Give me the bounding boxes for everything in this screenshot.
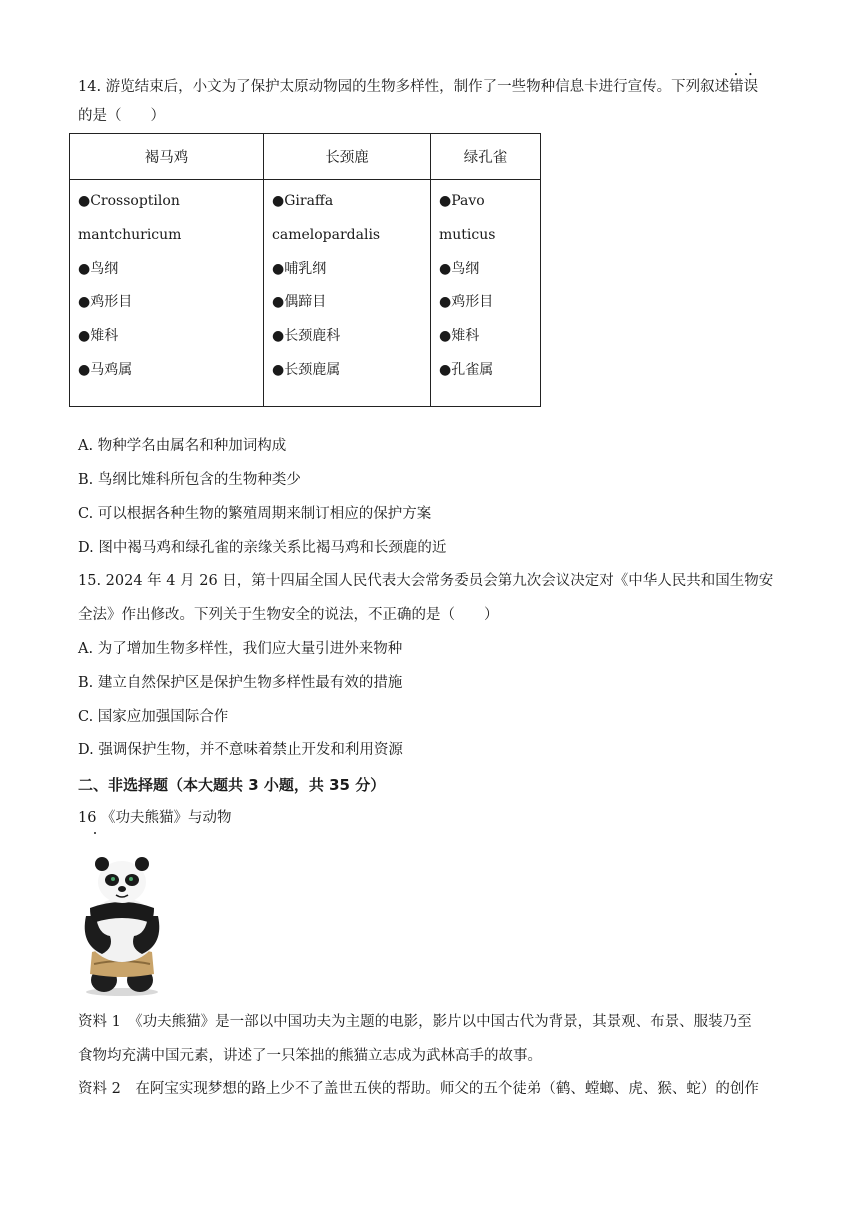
q14-stem-text: 14. 游览结束后，小文为了保护太原动物园的生物多样性，制作了一些物种信息卡进行宣传。下列叙述 bbox=[78, 79, 730, 95]
q16-title: 16 《功夫熊猫》与动物 bbox=[78, 810, 232, 826]
list-item: ●Giraffa bbox=[272, 193, 334, 209]
list-item: ●长颈鹿科 bbox=[272, 328, 341, 345]
section-heading: 二、非选择题（本大题共 3 小题，共 35 分） bbox=[78, 776, 386, 794]
q15-option-b: B. 建立自然保护区是保护生物多样性最有效的措施 bbox=[78, 675, 403, 691]
list-item: ●马鸡属 bbox=[78, 361, 133, 378]
list-item: ●雉科 bbox=[78, 328, 119, 345]
q15-option-a: A. 为了增加生物多样性，我们应大量引进外来物种 bbox=[78, 641, 403, 657]
q15-stem-line1: 15. 2024 年 4 月 26 日，第十四届全国人民代表大会常务委员会第九次会议决定对《中华人民共和国生物安 bbox=[78, 573, 774, 589]
list-item: ●哺乳纲 bbox=[272, 260, 327, 277]
q16-material1-line1: 资料 1 《功夫熊猫》是一部以中国功夫为主题的电影，影片以中国古代为背景，其景观、布景、服装乃至 bbox=[78, 1014, 752, 1030]
list-item: ●鸡形目 bbox=[439, 294, 494, 311]
list-item: muticus bbox=[439, 226, 496, 243]
q14-option-a: A. 物种学名由属名和种加词构成 bbox=[78, 438, 287, 454]
list-item: ●Crossoptilon bbox=[78, 193, 180, 209]
kung-fu-panda-image bbox=[80, 852, 164, 997]
q14-option-c: C. 可以根据各种生物的繁殖周期来制订相应的保护方案 bbox=[78, 506, 432, 522]
list-item: ●长颈鹿属 bbox=[272, 361, 341, 378]
table-header: 绿孔雀 bbox=[431, 134, 541, 180]
table-header: 长颈鹿 bbox=[264, 134, 431, 180]
list-item: ●鸡形目 bbox=[78, 294, 133, 311]
q15-option-d: D. 强调保护生物，并不意味着禁止开发和利用资源 bbox=[78, 742, 403, 758]
q14-option-d: D. 图中褐马鸡和绿孔雀的亲缘关系比褐马鸡和长颈鹿的近 bbox=[78, 540, 447, 556]
list-item: ●Pavo bbox=[439, 193, 485, 209]
dot-mark bbox=[94, 832, 96, 834]
q14-stem-line1 bbox=[78, 71, 758, 97]
list-item: ●鸟纲 bbox=[78, 260, 119, 277]
species-card-giraffe bbox=[264, 180, 431, 407]
table-header: 褐马鸡 bbox=[70, 134, 264, 180]
species-info-table bbox=[69, 133, 541, 407]
list-item: ●偶蹄目 bbox=[272, 294, 327, 311]
list-item: ●鸟纲 bbox=[439, 260, 480, 277]
species-card-brown-eared-pheasant bbox=[70, 180, 264, 407]
q16-material2-line1: 资料 2 在阿宝实现梦想的路上少不了盖世五侠的帮助。师父的五个徒弟（鹤、螳螂、虎、猴、蛇）的创作 bbox=[78, 1081, 759, 1097]
list-item: ●孔雀属 bbox=[439, 361, 494, 378]
list-item: camelopardalis bbox=[272, 226, 381, 243]
list-item: mantchuricum bbox=[78, 226, 182, 243]
species-card-green-peafowl bbox=[431, 180, 541, 407]
list-item: ●雉科 bbox=[439, 328, 480, 345]
q16-material1-line2: 食物均充满中国元素，讲述了一只笨拙的熊猫立志成为武林高手的故事。 bbox=[78, 1048, 542, 1064]
q15-stem-line2: 全法》作出修改。下列关于生物安全的说法，不正确的是（ ） bbox=[78, 607, 499, 623]
q15-option-c: C. 国家应加强国际合作 bbox=[78, 709, 229, 725]
q14-emphasis-word: 错误 bbox=[729, 79, 759, 95]
q14-option-b: B. 鸟纲比雉科所包含的生物种类少 bbox=[78, 472, 301, 488]
q14-stem-line2: 的是（ ） bbox=[78, 108, 165, 124]
